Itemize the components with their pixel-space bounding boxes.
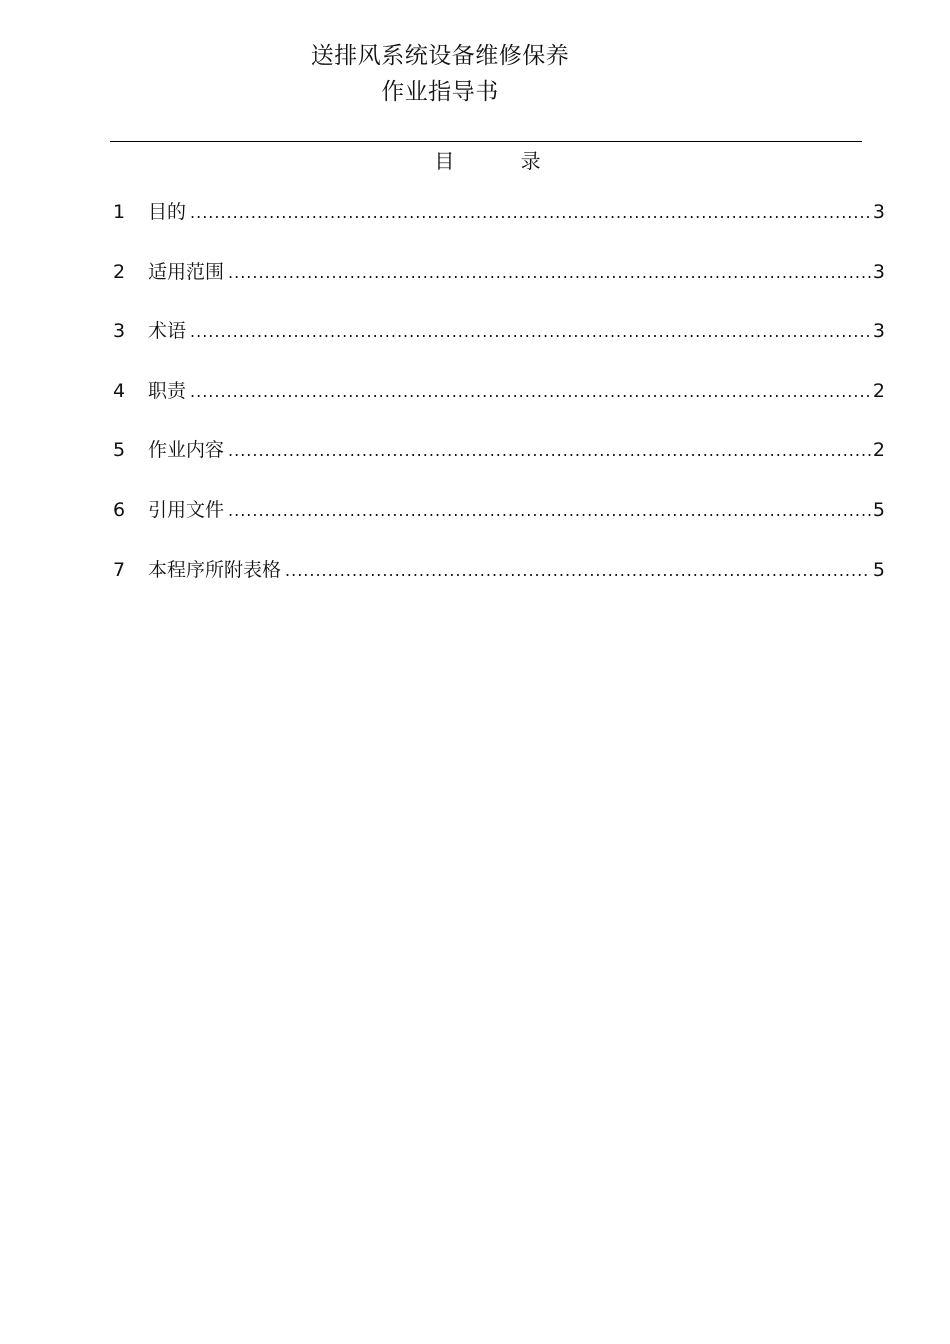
title-divider [110, 141, 862, 142]
document-title [0, 38, 880, 110]
toc-entry-terms[interactable] [113, 314, 885, 374]
title-line-2: 作业指导书 [381, 79, 499, 105]
toc-entry-title: 适用范围 [148, 260, 225, 283]
dot-leader [190, 375, 871, 409]
toc-entry-page: 3 [872, 201, 885, 223]
toc-entry-title: 作业内容 [148, 439, 225, 462]
dot-leader [228, 494, 871, 528]
toc-entry-number: 7 [113, 558, 126, 581]
toc-entry-page: 3 [872, 260, 885, 283]
toc-entry-title: 本程序所附表格 [148, 558, 282, 581]
toc-entry-page: 2 [872, 379, 885, 402]
dot-leader [228, 256, 871, 290]
toc-heading: 目 录 [434, 149, 541, 173]
toc-entry-title: 职责 [148, 379, 187, 402]
toc-entry-title: 引用文件 [148, 498, 225, 521]
toc-entry-attached-forms[interactable] [113, 553, 885, 613]
dot-leader [190, 196, 871, 230]
toc-entry-number: 6 [113, 498, 126, 521]
toc-entry-referenced-documents[interactable] [113, 493, 885, 553]
dot-leader [190, 315, 871, 349]
toc-entry-scope[interactable] [113, 255, 885, 315]
dot-leader [285, 554, 871, 588]
dot-leader [228, 434, 871, 468]
toc-entry-number: 3 [113, 320, 126, 343]
toc-entry-number: 5 [113, 439, 126, 462]
toc-entry-title: 目的 [148, 201, 187, 223]
toc-entry-number: 4 [113, 379, 126, 402]
toc-entry-page: 3 [872, 320, 885, 343]
title-line-1: 送排风系统设备维修保养 [310, 43, 570, 69]
toc-entry-page: 5 [872, 498, 885, 521]
toc-entry-responsibilities[interactable] [113, 374, 885, 434]
table-of-contents [113, 195, 885, 612]
toc-entry-number: 1 [113, 201, 126, 223]
toc-entry-purpose[interactable] [113, 195, 885, 255]
toc-entry-page: 2 [872, 439, 885, 462]
toc-entry-number: 2 [113, 260, 126, 283]
toc-entry-page: 5 [872, 558, 885, 581]
toc-entry-title: 术语 [148, 320, 187, 343]
toc-entry-work-content[interactable] [113, 433, 885, 493]
